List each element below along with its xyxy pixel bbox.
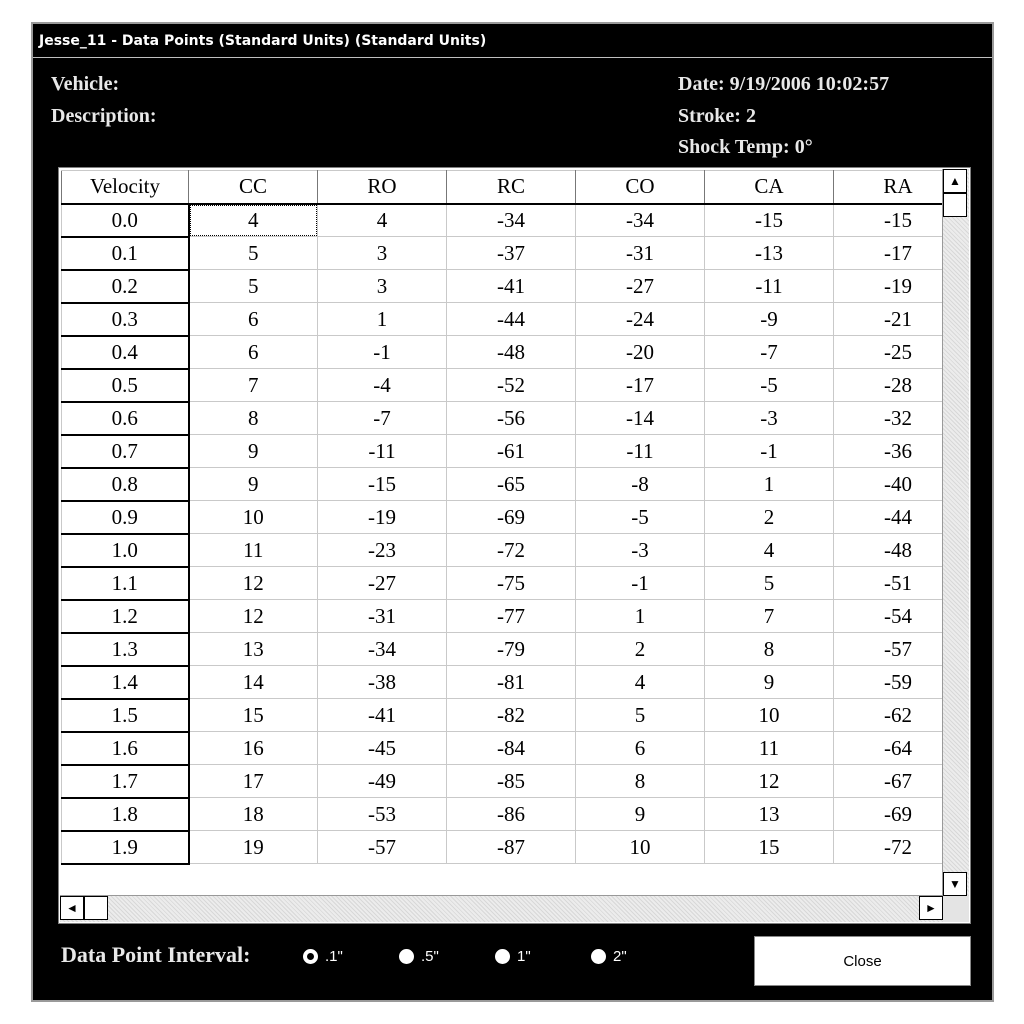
velocity-cell: 1.8 (62, 798, 189, 831)
data-cell-ro[interactable]: 4 (318, 204, 447, 237)
interval-option-label: .5" (421, 948, 439, 965)
table-row (62, 600, 963, 633)
interval-option-label: .1" (325, 948, 343, 965)
column-header-velocity[interactable]: Velocity (62, 171, 189, 204)
data-cell-cc[interactable]: 5 (189, 270, 318, 303)
data-cell-ca[interactable]: 7 (705, 600, 834, 633)
arrow-up-icon: ▲ (949, 174, 961, 188)
data-cell-cc[interactable]: 18 (189, 798, 318, 831)
data-cell-cc[interactable]: 4 (189, 204, 318, 237)
data-cell-ro[interactable]: 1 (318, 303, 447, 336)
data-cell-ca[interactable]: -11 (705, 270, 834, 303)
data-cell-co[interactable]: 2 (576, 633, 705, 666)
data-cell-ca[interactable]: 15 (705, 831, 834, 864)
table-row (62, 633, 963, 666)
table-row (62, 402, 963, 435)
data-cell-ra[interactable]: -28 (834, 369, 963, 402)
radio-button-icon (303, 949, 318, 964)
data-cell-cc[interactable]: 15 (189, 699, 318, 732)
scroll-right-button[interactable] (919, 896, 943, 920)
data-cell-ro[interactable]: 3 (318, 237, 447, 270)
velocity-cell: 1.0 (62, 534, 189, 567)
data-cell-rc[interactable]: -56 (447, 402, 576, 435)
data-cell-rc[interactable]: -41 (447, 270, 576, 303)
data-cell-rc[interactable]: -81 (447, 666, 576, 699)
data-cell-cc[interactable]: 11 (189, 534, 318, 567)
interval-radio-0[interactable] (303, 948, 343, 965)
data-cell-co[interactable]: -17 (576, 369, 705, 402)
data-cell-cc[interactable]: 6 (189, 303, 318, 336)
data-cell-co[interactable]: -31 (576, 237, 705, 270)
table-row (62, 666, 963, 699)
data-cell-ca[interactable]: -15 (705, 204, 834, 237)
table-row (62, 468, 963, 501)
header-row (62, 171, 963, 204)
data-cell-ro[interactable]: -53 (318, 798, 447, 831)
data-cell-ro[interactable]: -27 (318, 567, 447, 600)
data-cell-ra[interactable]: -15 (834, 204, 963, 237)
table-row (62, 765, 963, 798)
data-cell-ca[interactable]: -5 (705, 369, 834, 402)
velocity-cell: 0.9 (62, 501, 189, 534)
column-header-cc[interactable]: CC (189, 171, 318, 204)
data-cell-ra[interactable]: -21 (834, 303, 963, 336)
data-cell-rc[interactable]: -87 (447, 831, 576, 864)
vertical-scrollbar[interactable] (942, 169, 969, 896)
data-cell-rc[interactable]: -79 (447, 633, 576, 666)
radio-button-icon (399, 949, 414, 964)
data-cell-ro[interactable]: -45 (318, 732, 447, 765)
data-cell-co[interactable]: 8 (576, 765, 705, 798)
window-title: Jesse_11 - Data Points (Standard Units) (Standard Units) (39, 33, 487, 49)
velocity-cell: 0.5 (62, 369, 189, 402)
data-cell-rc[interactable]: -48 (447, 336, 576, 369)
data-cell-ro[interactable]: -34 (318, 633, 447, 666)
vehicle-label: Vehicle: (51, 73, 120, 95)
table-row (62, 501, 963, 534)
data-grid[interactable] (58, 167, 971, 924)
scroll-up-button[interactable] (943, 169, 967, 193)
velocity-cell: 1.4 (62, 666, 189, 699)
table-row (62, 270, 963, 303)
data-cell-cc[interactable]: 9 (189, 468, 318, 501)
velocity-cell: 1.5 (62, 699, 189, 732)
data-cell-ro[interactable]: -7 (318, 402, 447, 435)
arrow-left-icon: ◄ (66, 901, 78, 915)
data-cell-ro[interactable]: 3 (318, 270, 447, 303)
data-cell-ra[interactable]: -51 (834, 567, 963, 600)
data-cell-ca[interactable]: 10 (705, 699, 834, 732)
data-cell-ra[interactable]: -67 (834, 765, 963, 798)
shock-temp-label: Shock Temp: 0° (678, 136, 813, 158)
data-cell-cc[interactable]: 16 (189, 732, 318, 765)
data-cell-co[interactable]: 5 (576, 699, 705, 732)
data-cell-ca[interactable]: -7 (705, 336, 834, 369)
data-cell-ca[interactable]: 12 (705, 765, 834, 798)
column-header-co[interactable]: CO (576, 171, 705, 204)
data-cell-ra[interactable]: -69 (834, 798, 963, 831)
column-header-ro[interactable]: RO (318, 171, 447, 204)
scrollbar-corner (943, 896, 969, 922)
data-cell-co[interactable]: 1 (576, 600, 705, 633)
interval-option-label: 2" (613, 948, 627, 965)
data-cell-ro[interactable]: -23 (318, 534, 447, 567)
table-row (62, 798, 963, 831)
table-row (62, 831, 963, 864)
data-cell-co[interactable]: -5 (576, 501, 705, 534)
data-cell-co[interactable]: -8 (576, 468, 705, 501)
data-cell-rc[interactable]: -84 (447, 732, 576, 765)
data-cell-rc[interactable]: -75 (447, 567, 576, 600)
column-header-ra[interactable]: RA (834, 171, 963, 204)
data-cell-cc[interactable]: 5 (189, 237, 318, 270)
data-cell-ra[interactable]: -59 (834, 666, 963, 699)
data-cell-co[interactable]: 6 (576, 732, 705, 765)
data-cell-cc[interactable]: 9 (189, 435, 318, 468)
data-cell-cc[interactable]: 17 (189, 765, 318, 798)
arrow-down-icon: ▼ (949, 877, 961, 891)
data-cell-rc[interactable]: -85 (447, 765, 576, 798)
data-cell-rc[interactable]: -65 (447, 468, 576, 501)
data-cell-ca[interactable]: 2 (705, 501, 834, 534)
interval-option-label: 1" (517, 948, 531, 965)
velocity-cell: 1.7 (62, 765, 189, 798)
title-bar[interactable] (33, 24, 992, 58)
table-row (62, 534, 963, 567)
table-row (62, 237, 963, 270)
data-cell-cc[interactable]: 19 (189, 831, 318, 864)
data-cell-ra[interactable]: -17 (834, 237, 963, 270)
data-cell-ra[interactable]: -64 (834, 732, 963, 765)
data-cell-rc[interactable]: -69 (447, 501, 576, 534)
interval-radio-3[interactable] (591, 948, 627, 965)
scroll-left-button[interactable] (60, 896, 84, 920)
scroll-down-button[interactable] (943, 872, 967, 896)
table-row (62, 303, 963, 336)
table-row (62, 567, 963, 600)
velocity-cell: 0.7 (62, 435, 189, 468)
data-cell-ra[interactable]: -48 (834, 534, 963, 567)
data-cell-cc[interactable]: 14 (189, 666, 318, 699)
velocity-cell: 0.6 (62, 402, 189, 435)
data-cell-ro[interactable]: -11 (318, 435, 447, 468)
velocity-cell: 1.2 (62, 600, 189, 633)
velocity-cell: 0.3 (62, 303, 189, 336)
radio-button-icon (495, 949, 510, 964)
data-cell-ca[interactable]: 1 (705, 468, 834, 501)
date-label: Date: 9/19/2006 10:02:57 (678, 73, 890, 95)
data-table (61, 170, 963, 865)
data-cell-rc[interactable]: -44 (447, 303, 576, 336)
data-cell-co[interactable]: -24 (576, 303, 705, 336)
interval-radio-2[interactable] (495, 948, 531, 965)
table-row (62, 732, 963, 765)
data-cell-cc[interactable]: 8 (189, 402, 318, 435)
data-cell-rc[interactable]: -37 (447, 237, 576, 270)
data-cell-cc[interactable]: 12 (189, 600, 318, 633)
vertical-scroll-thumb[interactable] (943, 193, 967, 217)
data-cell-co[interactable]: -27 (576, 270, 705, 303)
data-cell-co[interactable]: 10 (576, 831, 705, 864)
data-cell-ca[interactable]: 13 (705, 798, 834, 831)
horizontal-scroll-thumb[interactable] (84, 896, 108, 920)
data-cell-ca[interactable]: -1 (705, 435, 834, 468)
table-row (62, 699, 963, 732)
data-cell-ro[interactable]: -1 (318, 336, 447, 369)
close-button[interactable]: Close (754, 936, 971, 986)
data-cell-ra[interactable]: -32 (834, 402, 963, 435)
data-cell-rc[interactable]: -82 (447, 699, 576, 732)
table-body (62, 204, 963, 864)
horizontal-scrollbar[interactable] (60, 895, 943, 922)
velocity-cell: 0.8 (62, 468, 189, 501)
data-points-window (31, 22, 994, 1002)
data-cell-ca[interactable]: -9 (705, 303, 834, 336)
data-cell-ca[interactable]: 8 (705, 633, 834, 666)
stroke-label: Stroke: 2 (678, 105, 756, 127)
data-cell-ca[interactable]: 11 (705, 732, 834, 765)
table-row (62, 204, 963, 237)
data-cell-ro[interactable]: -41 (318, 699, 447, 732)
data-cell-ca[interactable]: -3 (705, 402, 834, 435)
radio-button-icon (591, 949, 606, 964)
data-cell-ro[interactable]: -49 (318, 765, 447, 798)
data-point-interval-label: Data Point Interval: (61, 942, 251, 967)
velocity-cell: 0.2 (62, 270, 189, 303)
data-cell-cc[interactable]: 10 (189, 501, 318, 534)
data-cell-co[interactable]: -1 (576, 567, 705, 600)
velocity-cell: 1.3 (62, 633, 189, 666)
data-cell-ra[interactable]: -19 (834, 270, 963, 303)
data-cell-rc[interactable]: -86 (447, 798, 576, 831)
column-header-ca[interactable]: CA (705, 171, 834, 204)
data-cell-cc[interactable]: 7 (189, 369, 318, 402)
data-cell-co[interactable]: -14 (576, 402, 705, 435)
data-cell-ra[interactable]: -72 (834, 831, 963, 864)
data-cell-rc[interactable]: -77 (447, 600, 576, 633)
data-cell-ro[interactable]: -31 (318, 600, 447, 633)
data-cell-co[interactable]: -11 (576, 435, 705, 468)
data-cell-co[interactable]: -34 (576, 204, 705, 237)
data-cell-ca[interactable]: 4 (705, 534, 834, 567)
data-cell-cc[interactable]: 6 (189, 336, 318, 369)
data-cell-cc[interactable]: 12 (189, 567, 318, 600)
data-cell-cc[interactable]: 13 (189, 633, 318, 666)
data-cell-rc[interactable]: -61 (447, 435, 576, 468)
table-row (62, 369, 963, 402)
interval-radio-1[interactable] (399, 948, 439, 965)
data-cell-co[interactable]: -20 (576, 336, 705, 369)
arrow-right-icon: ► (925, 901, 937, 915)
velocity-cell: 1.6 (62, 732, 189, 765)
description-label: Description: (51, 105, 157, 127)
data-cell-ro[interactable]: -19 (318, 501, 447, 534)
data-cell-co[interactable]: 4 (576, 666, 705, 699)
data-cell-ra[interactable]: -54 (834, 600, 963, 633)
data-cell-ro[interactable]: -57 (318, 831, 447, 864)
data-cell-ca[interactable]: 5 (705, 567, 834, 600)
column-header-rc[interactable]: RC (447, 171, 576, 204)
data-cell-rc[interactable]: -72 (447, 534, 576, 567)
velocity-cell: 0.1 (62, 237, 189, 270)
data-cell-ca[interactable]: -13 (705, 237, 834, 270)
data-cell-ra[interactable]: -44 (834, 501, 963, 534)
data-cell-co[interactable]: -3 (576, 534, 705, 567)
velocity-cell: 1.1 (62, 567, 189, 600)
data-cell-ra[interactable]: -62 (834, 699, 963, 732)
data-cell-ra[interactable]: -40 (834, 468, 963, 501)
data-cell-co[interactable]: 9 (576, 798, 705, 831)
data-cell-ro[interactable]: -4 (318, 369, 447, 402)
data-cell-ca[interactable]: 9 (705, 666, 834, 699)
velocity-cell: 0.0 (62, 204, 189, 237)
velocity-cell: 0.4 (62, 336, 189, 369)
data-cell-ra[interactable]: -36 (834, 435, 963, 468)
table-row (62, 336, 963, 369)
data-cell-rc[interactable]: -34 (447, 204, 576, 237)
data-cell-ra[interactable]: -57 (834, 633, 963, 666)
velocity-cell: 1.9 (62, 831, 189, 864)
table-row (62, 435, 963, 468)
data-cell-rc[interactable]: -52 (447, 369, 576, 402)
data-cell-ro[interactable]: -15 (318, 468, 447, 501)
data-cell-ra[interactable]: -25 (834, 336, 963, 369)
data-cell-ro[interactable]: -38 (318, 666, 447, 699)
